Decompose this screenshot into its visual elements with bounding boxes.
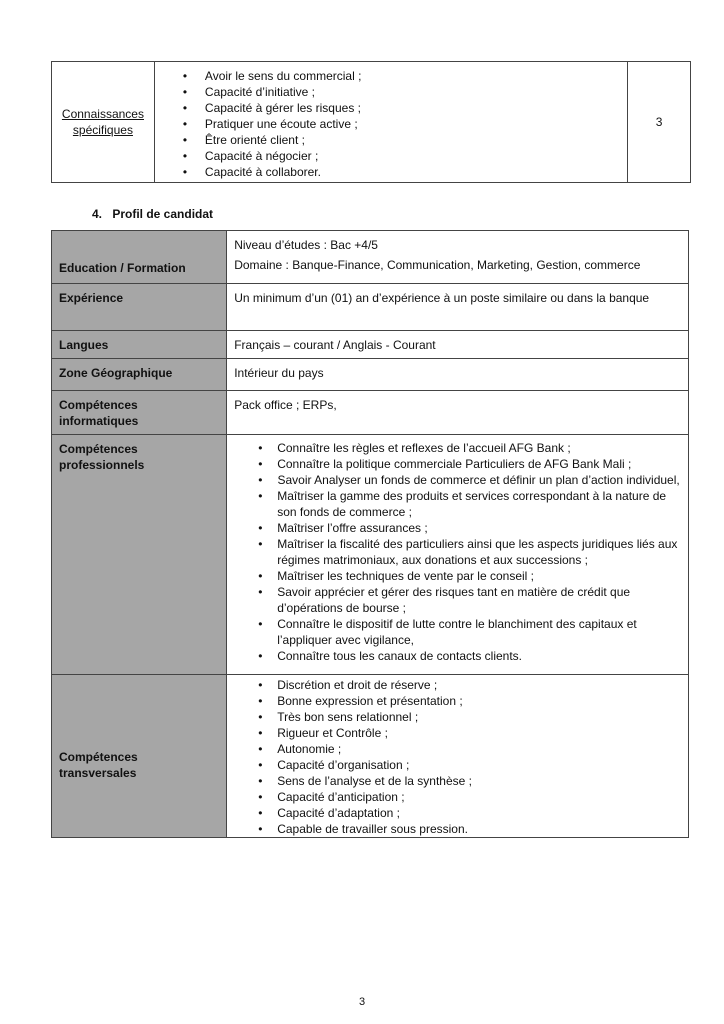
label-line: Connaissances (61, 107, 144, 121)
professional-skills-list (227, 440, 686, 664)
list-item: • Savoir Analyser un fonds de commerce et définir un plan d’action individuel, (227, 472, 686, 488)
label-line: transversales (59, 766, 137, 780)
section-heading (92, 206, 213, 222)
table-row (52, 231, 689, 284)
list-item: • Maîtriser l’offre assurances ; (227, 520, 686, 536)
list-item: • Discrétion et droit de réserve ; (227, 677, 686, 693)
experience-value: Un minimum d’un (01) an d’expérience à un poste similaire ou dans la banque (227, 284, 689, 331)
it-skills-label (52, 391, 227, 435)
list-item: • Savoir apprécier et gérer des risques tant en matière de crédit que d’opérations de bourse ; (227, 584, 686, 616)
experience-label: Expérience (52, 284, 227, 331)
list-item: • Pratiquer une écoute active ; (155, 116, 627, 132)
table-row (52, 391, 689, 435)
table-row (52, 435, 689, 675)
list-item: • Connaître le dispositif de lutte contre le blanchiment des capitaux et l’appliquer avec vigilance, (227, 616, 686, 648)
list-item: • Capacité à collaborer. (155, 164, 627, 180)
label-line: spécifiques (72, 123, 133, 137)
table-row (52, 359, 689, 391)
candidate-profile-table (51, 230, 689, 838)
list-item: • Bonne expression et présentation ; (227, 693, 686, 709)
label-line: informatiques (59, 414, 139, 428)
list-item: • Maîtriser les techniques de vente par le conseil ; (227, 568, 686, 584)
it-skills-value: Pack office ; ERPs, (227, 391, 689, 435)
zone-label: Zone Géographique (52, 359, 227, 391)
list-item: • Capacité d’anticipation ; (227, 789, 686, 805)
list-item: • Capacité à négocier ; (155, 148, 627, 164)
list-item: • Autonomie ; (227, 741, 686, 757)
list-item: • Connaître les règles et reflexes de l’accueil AFG Bank ; (227, 440, 686, 456)
specific-knowledge-list-cell (154, 62, 627, 183)
list-item: • Très bon sens relationnel ; (227, 709, 686, 725)
professional-skills-label (52, 435, 227, 675)
list-item: • Maîtriser la gamme des produits et services correspondant à la nature de son fonds de commerce ; (227, 488, 686, 520)
label-line: Compétences (59, 398, 138, 412)
list-item: • Connaître tous les canaux de contacts clients. (227, 648, 686, 664)
specific-knowledge-label (52, 62, 155, 183)
education-value (227, 231, 689, 284)
table-row (52, 62, 691, 183)
list-item: • Maîtriser la fiscalité des particuliers ainsi que les aspects juridiques liés aux régimes matrimoniaux, aux donations et aux successions ; (227, 536, 686, 568)
languages-value: Français – courant / Anglais - Courant (227, 331, 689, 359)
list-item: • Avoir le sens du commercial ; (155, 68, 627, 84)
professional-skills-list-cell (227, 435, 689, 675)
list-item: • Rigueur et Contrôle ; (227, 725, 686, 741)
label-line: Compétences (59, 442, 138, 456)
list-item: • Capacité d’initiative ; (155, 84, 627, 100)
transversal-skills-list (227, 677, 686, 837)
list-item: • Capacité d’organisation ; (227, 757, 686, 773)
label-line: Compétences (59, 750, 138, 764)
list-item: • Être orienté client ; (155, 132, 627, 148)
section-title: Profil de candidat (112, 207, 214, 221)
transversal-skills-label (52, 675, 227, 838)
education-domain: Domaine : Banque-Finance, Communication, Marketing, Gestion, commerce (234, 258, 641, 272)
table-row (52, 284, 689, 331)
label-line: professionnels (59, 458, 145, 472)
score-cell: 3 (628, 62, 691, 183)
specific-knowledge-list (155, 68, 627, 180)
list-item: • Capacité à gérer les risques ; (155, 100, 627, 116)
education-label: Education / Formation (52, 231, 227, 284)
list-item: • Capable de travailler sous pression. (227, 821, 686, 837)
languages-label: Langues (52, 331, 227, 359)
section-number: 4. (92, 207, 103, 221)
specific-knowledge-table (51, 61, 691, 183)
list-item: • Capacité d’adaptation ; (227, 805, 686, 821)
page-number: 3 (358, 996, 366, 1008)
zone-value: Intérieur du pays (227, 359, 689, 391)
transversal-skills-list-cell (227, 675, 689, 838)
table-row (52, 675, 689, 838)
education-level: Niveau d’études : Bac +4/5 (234, 238, 378, 252)
list-item: • Sens de l’analyse et de la synthèse ; (227, 773, 686, 789)
table-row (52, 331, 689, 359)
list-item: • Connaître la politique commerciale Particuliers de AFG Bank Mali ; (227, 456, 686, 472)
